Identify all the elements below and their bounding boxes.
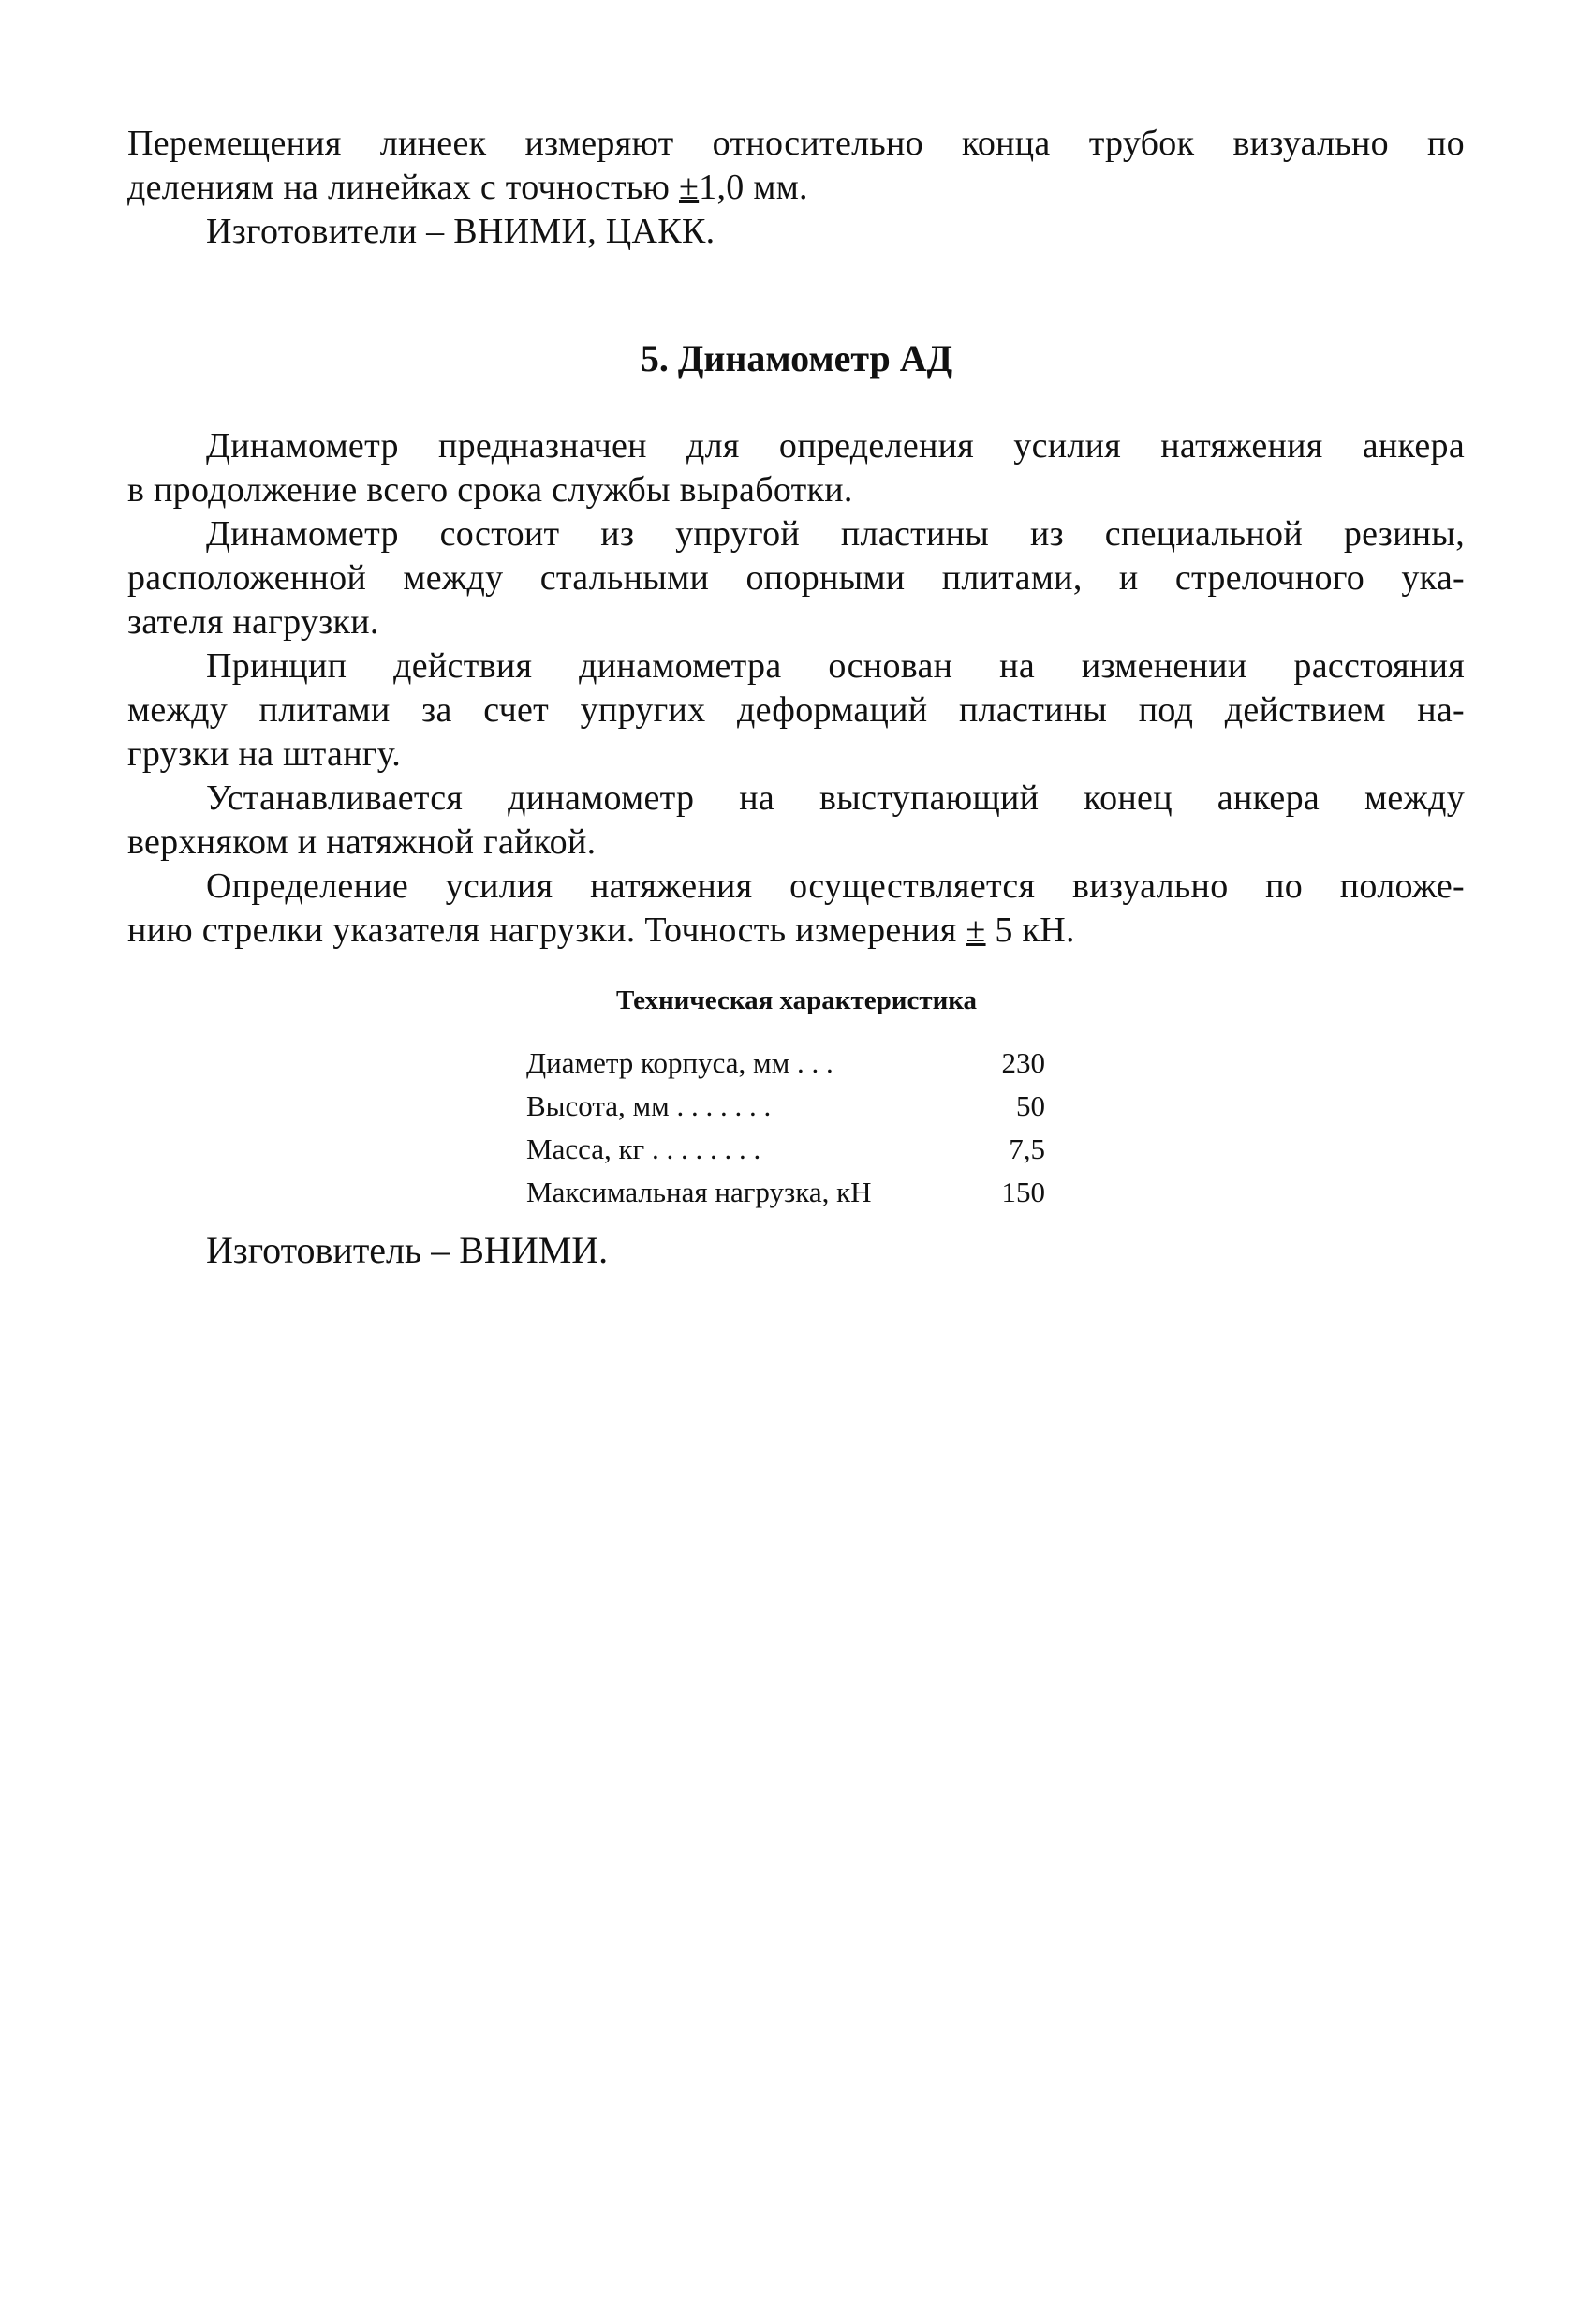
plus-minus-sign: ± <box>679 168 700 207</box>
spec-title: Техническая характеристика <box>615 985 978 1015</box>
paragraph-1-line-1: Динамометр предназначен для определения усилия натяжения анкера <box>206 426 1465 466</box>
spec-value: 50 <box>1016 1089 1045 1122</box>
manufacturer-line: Изготовитель – ВНИМИ. <box>206 1229 609 1271</box>
intro-line-2-end: 1,0 мм. <box>699 168 808 207</box>
paragraph-2-line-2: расположенной между стальными опорными плитами, и стрелочного ука- <box>127 558 1465 598</box>
intro-line-1: Перемещения линеек измеряют относительно конца трубок визуально по <box>127 124 1465 163</box>
spec-row <box>526 1042 1051 1085</box>
section-body <box>127 424 1465 953</box>
paragraph-5-line-2-text: нию стрелки указателя нагрузки. Точность измерения <box>127 910 966 950</box>
intro-line-2-text: делениям на линейках с точностью <box>127 168 679 207</box>
spec-value: 230 <box>1001 1046 1045 1079</box>
spec-label: Высота, мм . . . . . . . <box>526 1089 772 1122</box>
intro-line-2 <box>127 166 1465 210</box>
paragraph-1-line-2: в продолжение всего срока службы выработки. <box>127 470 853 510</box>
plus-minus-sign: ± <box>966 910 986 950</box>
paragraph-4-line-1: Устанавливается динамометр на выступающий конец анкера между <box>206 778 1465 818</box>
paragraph-3-line-2: между плитами за счет упругих деформаций пластины под действием на- <box>127 690 1465 730</box>
paragraph-5-line-2 <box>127 909 1465 953</box>
spec-label: Максимальная нагрузка, кН <box>526 1176 872 1208</box>
spec-table <box>526 1042 1051 1214</box>
manufacturers-line: Изготовители – ВНИМИ, ЦАКК. <box>206 212 715 251</box>
spec-row <box>526 1128 1051 1171</box>
spec-value: 150 <box>1001 1176 1045 1208</box>
paragraph-3-line-1: Принцип действия динамометра основан на изменении расстояния <box>206 646 1465 686</box>
spec-label: Диаметр корпуса, мм . . . <box>526 1046 833 1079</box>
paragraph-5-line-1: Определение усилия натяжения осуществляется визуально по положе- <box>206 866 1465 906</box>
paragraph-5-line-2-end: 5 кН. <box>985 910 1075 950</box>
section-heading: 5. Динамометр АД <box>640 337 953 379</box>
intro-paragraph <box>127 122 1465 254</box>
paragraph-2-line-3: зателя нагрузки. <box>127 602 379 642</box>
spec-label: Масса, кг . . . . . . . . <box>526 1132 761 1165</box>
paragraph-2-line-1: Динамометр состоит из упругой пластины из специальной резины, <box>206 514 1465 554</box>
spec-value: 7,5 <box>1009 1132 1045 1165</box>
spec-row <box>526 1085 1051 1128</box>
paragraph-4-line-2: верхняком и натяжной гайкой. <box>127 822 597 862</box>
spec-row <box>526 1171 1051 1214</box>
paragraph-3-line-3: грузки на штангу. <box>127 734 402 774</box>
